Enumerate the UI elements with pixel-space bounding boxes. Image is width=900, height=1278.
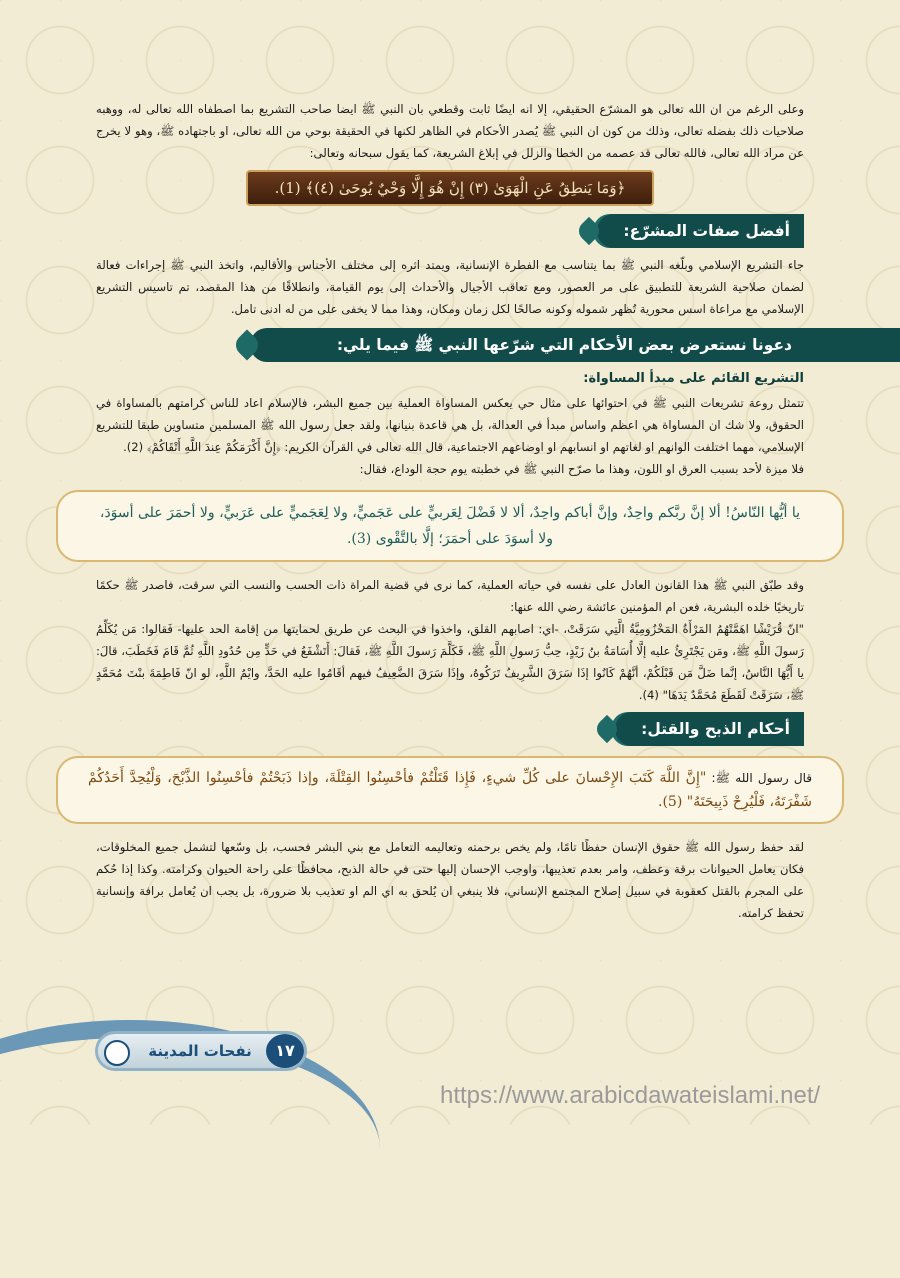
section2-paragraph-4: "انّ قُرَيْشًا اهَمَّتْهُمُ المَرْأَةُ المَخْزُومِيَّةُ الَّتِي سَرَقَتْ، -اي: اصابهم القلق، واخذوا في البحث عن طريق لحمايتها من إقامة الحد عليها- فَقالوا: مَن يُكَلِّمُ رَسولَ اللَّهِ ﷺ، ومَن يَجْتَرِئُ عليه إلَّا أُسَامَةُ بنُ زَيْدٍ، حِبُّ رَسولِ اللَّهِ ﷺ، فَكَلَّمَ رَسولَ اللَّهِ ﷺ، فَقالَ: أَتَشْفَعُ في حَدٍّ مِن حُدُودِ اللَّهِ ثُمَّ قَامَ فَخَطَبَ، قالَ: يا أَيُّهَا النَّاسُ، إنَّما ضَلَّ مَن قَبْلَكُمْ، أنَّهُمْ كَانُوا إذَا سَرَقَ الشَّرِيفُ تَرَكُوهُ، وإذَا سَرَقَ الضَّعِيفُ فيهم أقَامُوا عليه الحَدَّ، وايْمُ اللَّهِ، لو انّ فَاطِمَةَ بنْتَ مُحَمَّدٍ ﷺ، سَرَقَتْ لَقَطَعَ مُحَمَّدٌ يَدَهَا" (4).	[96, 622, 804, 702]
section2-paragraph-3: وقد طبّق النبي ﷺ هذا القانون العادل على نفسه في حياته العملية، كما نرى في قضية المراة ذات الحسب والنسب التي سرقت، فاصدر ﷺ حكمًا تاريخيًا خلده البشرية، فعن ام المؤمنين عائشة رضي الله عنها:	[96, 578, 804, 614]
section2-paragraph-2: فلا ميزة لأحد بسبب العرق او اللون، وهذا ما صرّح النبي ﷺ في خطبته يوم حجة الوداع، فقال:	[359, 462, 804, 476]
section1-paragraph: جاء التشريع الإسلامي وبلّغه النبي ﷺ بما يتناسب مع الفطرة الإنسانية، ويمتد اثره إلى مختلف الأجناس والأقاليم، واتخذ النبي ﷺ إجراءات فعالة لضمان صلاحية الشريعة للتطبيق على مر العصور، ومع تعاقب الأجيال والأحداث إلى يوم القيامة، وانطلاقًا من هذا المقصد، تم تاسيس التشريع الإسلامي مع مراعاة اسس محورية تُظهر شموله وكونه صالحًا لكل زمان ومكان، وهذا مما لا يخفى على من له ادنى تامل.	[96, 258, 804, 316]
magazine-title: نفحات المدينة	[148, 1042, 252, 1060]
page-number: ١٧	[266, 1034, 304, 1068]
hadith-text: "إِنَّ اللَّهَ كَتَبَ الإِحْسانَ على كُلِّ شيءٍ، فَإِذا قَتَلْتُمْ فأحْسِنُوا القِتْلَةَ، وإذا ذَبَحْتُمْ فأحْسِنُوا الذَّبْحَ، وَلْيُحِدَّ أَحَدُكُمْ شَفْرَتَهُ، فَلْيُرِحْ ذَبِيحَتَهُ" (5).	[88, 770, 812, 810]
section2-paragraph-1: تتمثل روعة تشريعات النبي ﷺ في احتوائها على مثال حي يعكس المساواة العملية بين جميع البشر، فالإسلام اعاد للناس كرامتهم بالمساواة في الحقوق، ولا شك ان المساواة هي اعظم واساس مبدأ في العدالة، بل هي قاعدة بنيانها، ولقد جعل رسول الله ﷺ المسلمين متساوين طبقا للتشريع الإسلامي، مهما اختلفت الوانهم او لغاتهم او انسابهم او اوضاعهم الاجتماعية، قال الله تعالى في القرآن الكريم: ﴿إِنَّ أَكْرَمَكُمْ عِندَ اللَّهِ أَتْقَاكُمْ﴾ (2).	[96, 396, 804, 454]
leaf-ornament-icon	[575, 217, 603, 245]
heading-text: أفضل صفات المشرّع:	[623, 222, 790, 240]
watermark-url: https://www.arabicdawateislami.net/	[440, 1082, 821, 1109]
section-heading-2	[0, 328, 900, 362]
article-body	[88, 98, 812, 924]
section-heading-1	[96, 214, 804, 248]
intro-paragraph: وعلى الرغم من ان الله تعالى هو المشرّع الحقيقي، إلا انه ايضًا ثابت وقطعي بان النبي ﷺ ايضا صاحب التشريع بما اصطفاه الله تعالى له، ووهبه صلاحيات ذلك بفضله تعالى، وذلك من كون ان النبي ﷺ يُصدر الأحكام في الظاهر لكنها في الحقيقة بوحي من الله تعالى، او باجتهاده ﷺ، وهو لا يخرج عن مراد الله تعالى، فالله تعالى قد عصمه من الخطا والزلل في إبلاغ الشريعة، كما يقول سبحانه وتعالى:	[96, 102, 804, 160]
heading-text: دعونا نستعرض بعض الأحكام التي شرّعها النبي ﷺ فيما يلي:	[336, 336, 792, 354]
section-heading-3	[96, 712, 804, 746]
hadith-intro: قال رسول الله ﷺ:	[711, 771, 812, 785]
section3-paragraph: لقد حفظ رسول الله ﷺ حقوق الإنسان حفظًا تامًا، ولم يخص برحمته وتعاليمه التعامل مع بني البشر فحسب، بل وسّعها لتشمل جميع المخلوقات، فكان يعامل الحيوانات برقة وعطف، وامر بعدم تعذيبها، واوجب الإحسان إليها حتى في حالة الذبح، محافظًا على راحة الحيوان وكرامته. وكذا إذا حُكم على المجرم بالقتل كعقوبة في سبيل إصلاح المجتمع الإنساني، فلا ينبغي ان يُلحق به اي الم او تعذيب بلا ضرورة، بل يجب ان يُعامل برافة وإنسانية تحفظ كرامته.	[96, 840, 804, 920]
heading-text: أحكام الذبح والقتل:	[641, 720, 790, 738]
magazine-emblem-icon	[104, 1040, 130, 1066]
quran-verse-bar: ﴿وَمَا يَنطِقُ عَنِ الْهَوَىٰ (٣) إِنْ هُوَ إِلَّا وَحْيٌ يُوحَىٰ (٤)﴾ (1).	[246, 170, 654, 206]
hadith-box: يا أيُّها النّاسُ! ألا إنَّ ربَّكم واحِدٌ، وإنَّ أباكم واحِدٌ، ألا لا فَضْلَ لِعَربيٍّ على عَجَميٍّ، ولا لِعَجَميٍّ على عَرَبيٍّ، ولا أحمَرَ على أسوَدَ، ولا أسوَدَ على أحمَرَ؛ إلَّا بالتَّقْوى (3).	[56, 490, 844, 562]
leaf-ornament-icon	[593, 715, 621, 743]
hadith-box-2	[56, 756, 844, 824]
subheading: التشريع القائم على مبدأ المساواة:	[583, 371, 804, 386]
